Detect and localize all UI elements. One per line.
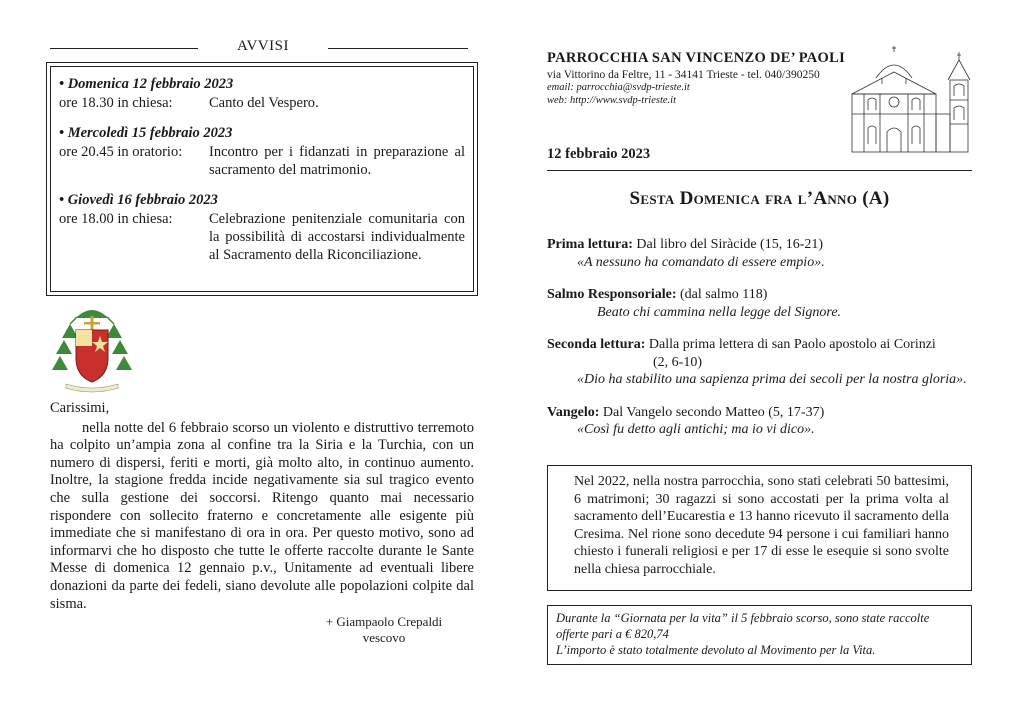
reading-source: (dal salmo 118) — [676, 287, 768, 302]
church-facade-icon — [846, 44, 976, 156]
reading-quote: «Dio ha stabilito una sapienza prima dei secoli per la nostra gloria». — [577, 372, 967, 387]
issue-date: 12 febbraio 2023 — [547, 146, 651, 162]
signature-name: + Giampaolo Crepaldi — [325, 614, 443, 629]
event-time: ore 18.00 in chiesa: — [59, 211, 173, 227]
parish-web: web: http://www.svdp-trieste.it — [547, 94, 677, 106]
event-description: Incontro per i fidanzati in preparazione al sacramento del matrimonio. — [209, 144, 465, 178]
event-description: Celebrazione penitenziale comunitaria con la possibilità di accostarsi individualmente al Sacramento della Riconciliazione. — [209, 211, 465, 263]
letter-body: nella notte del 6 febbraio scorso un violento e distruttivo terremoto ha colpito un’ampia zona al confine tra la Siria e la Turchia, con un numero di dispersi, feriti e morti, già molto alto, in continuo aumento. Inoltre, la stagione fredda incide negativamente sia sul tragico evento che sulla gestione dei soccorsi. Ritengo quanto mai necessario rispondere con sollecito fraterno e concretamente alle esigente più immediate che si manifestano di ora in ora. Per questo motivo, sono ad informarvi che ho disposto che tutte le offerte raccolte durante le Sante Messe di domenica 12 gennaio p.v., Unitamente ad eventuali libere donazioni da parte dei fedeli, siano devolute alle popolazioni colpite dal sisma. — [50, 419, 474, 612]
avvisi-heading-label: AVVISI — [237, 38, 289, 54]
reading-quote: «A nessuno ha comandato di essere empio». — [577, 254, 825, 270]
reading-quote: Beato chi cammina nella legge del Signore. — [597, 304, 842, 320]
parish-name: PARROCCHIA SAN VINCENZO DE’ PAOLI — [547, 50, 846, 66]
vita-collection-text: Durante la “Giornata per la vita” il 5 febbraio scorso, sono state raccolte offerte pari a € 820,74 — [556, 611, 930, 641]
event-time: ore 20.45 in oratorio: — [59, 144, 183, 160]
event-time: ore 18.30 in chiesa: — [59, 95, 173, 111]
event-item — [59, 124, 465, 179]
parish-address: via Vittorino da Feltre, 11 - 34141 Trieste - tel. 040/390250 — [547, 69, 820, 81]
letter-greeting: Carissimi, — [50, 400, 110, 416]
parish-header — [547, 48, 847, 107]
letter-signature — [300, 614, 468, 646]
event-item — [59, 75, 465, 112]
event-description: Canto del Vespero. — [209, 95, 319, 111]
reading-label: Prima lettura: — [547, 237, 633, 252]
readings-section — [547, 236, 975, 454]
event-item — [59, 191, 465, 264]
reading-source: Dal libro del Siràcide (15, 16-21) — [632, 237, 824, 252]
reading-source: Dalla prima lettera di san Paolo apostolo ai Corinzi — [645, 337, 936, 352]
event-date: • Domenica 12 febbraio 2023 — [59, 76, 234, 92]
event-date: • Mercoledì 15 febbraio 2023 — [59, 125, 233, 141]
reading-label: Salmo Responsoriale: — [547, 287, 677, 302]
parish-email: email: parrocchia@svdp-trieste.it — [547, 82, 690, 93]
vita-destination-text: L’importo è stato totalmente devoluto al Movimento per la Vita. — [556, 643, 876, 657]
header-divider — [547, 170, 972, 171]
reading-source-continued: (2, 6-10) — [653, 354, 702, 370]
heading-rule-left — [50, 48, 198, 49]
bishop-coat-of-arms-icon — [52, 302, 132, 394]
reading-label: Vangelo: — [547, 404, 600, 420]
parish-stats-box: Nel 2022, nella nostra parrocchia, sono stati celebrati 50 battesimi, 6 matrimoni; 30 ragazzi si sono accostati per la prima volta al sacramento dell’Eucarestia e 13 hanno ricevuto il sacramento della Cresima. Nel rione sono decedute 94 persone i cui familiari hanno chiesto i funerali religiosi e per 17 di esse le esequie si sono svolte nella chiesa parrocchiale. — [547, 465, 972, 591]
reading-first — [547, 236, 975, 271]
bishop-letter — [50, 400, 474, 613]
reading-label: Seconda lettura: — [547, 337, 646, 352]
signature-role: vescovo — [362, 630, 406, 645]
sunday-title: Sesta Domenica fra l’Anno (A) — [629, 188, 890, 209]
reading-source: Dal Vangelo secondo Matteo (5, 17-37) — [599, 404, 825, 420]
reading-gospel — [547, 404, 975, 439]
event-date: • Giovedì 16 febbraio 2023 — [59, 192, 218, 208]
avvisi-box — [50, 66, 474, 292]
reading-quote: «Così fu detto agli antichi; ma io vi dico». — [577, 422, 815, 437]
reading-psalm — [547, 286, 975, 321]
avvisi-heading — [50, 38, 468, 58]
reading-second — [547, 336, 975, 389]
giornata-vita-box — [547, 605, 972, 665]
heading-rule-right — [328, 48, 468, 49]
